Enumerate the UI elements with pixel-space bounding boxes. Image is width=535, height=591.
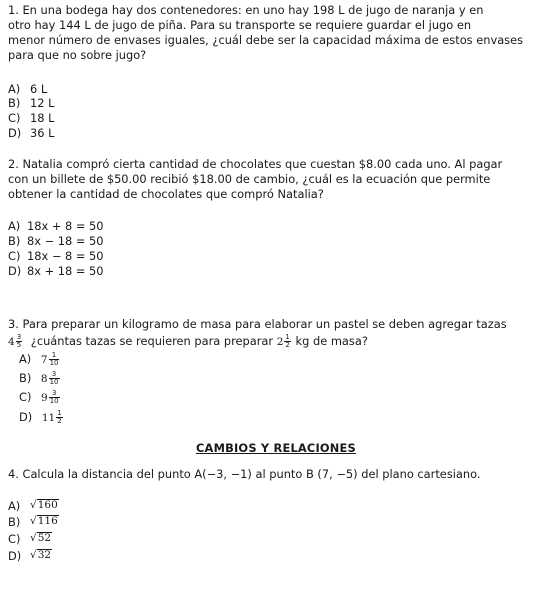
q3-text-line-1: 3. Para preparar un kilogramo de masa para elaborar un pastel se deben agregar tazas <box>8 317 507 331</box>
option-letter: D) <box>8 264 22 278</box>
option-letter: A) <box>8 499 21 513</box>
option-value: 8x − 18 = 50 <box>27 234 104 248</box>
option-letter: B) <box>8 96 21 110</box>
q2-option-c[interactable] <box>8 249 104 263</box>
q1-option-d[interactable] <box>8 126 55 140</box>
q2-text-line-2: con un billete de $50.00 recibió $18.00 de cambio, ¿cuál es la ecuación que permite <box>8 172 491 186</box>
section-heading: CAMBIOS Y RELACIONES <box>196 441 356 455</box>
mixed-number-whole: 8 <box>40 373 48 385</box>
option-letter: B) <box>8 515 21 529</box>
q1-option-a[interactable] <box>8 82 48 96</box>
square-root: √116 <box>30 515 58 527</box>
option-value: 18x + 8 = 50 <box>27 219 104 233</box>
mixed-number-whole: 9 <box>41 392 48 404</box>
fraction: $\frac{1}{10}$ <box>49 351 59 367</box>
q1-text-line-1: 1. En una bodega hay dos contenedores: en uno hay 198 L de jugo de naranja y en <box>8 3 484 17</box>
square-root: √52 <box>30 532 52 544</box>
mixed-number-whole: 2 <box>276 336 284 348</box>
q2-option-b[interactable] <box>8 234 104 248</box>
option-letter: A) <box>8 219 21 233</box>
option-letter: D) <box>19 410 33 424</box>
option-letter: B) <box>19 371 32 385</box>
mixed-number-whole: 11 <box>41 412 56 424</box>
fraction: $\frac{3}{5}$ <box>16 333 22 349</box>
square-root: √32 <box>30 549 52 561</box>
q2-text-line-1: 2. Natalia compró cierta cantidad de chocolates que cuestan $8.00 cada uno. Al pagar <box>8 157 503 171</box>
square-root: √160 <box>30 499 58 511</box>
option-letter: B) <box>8 234 21 248</box>
option-value: 36 L <box>30 126 55 140</box>
option-letter: C) <box>8 249 21 263</box>
option-value: 8x + 18 = 50 <box>27 264 104 278</box>
option-letter: D) <box>8 549 22 563</box>
q1-option-b[interactable] <box>8 96 55 110</box>
q3-option-c[interactable] <box>19 386 61 408</box>
q4-option-a[interactable] <box>8 499 58 513</box>
q2-text-line-3: obtener la cantidad de chocolates que compró Natalia? <box>8 187 324 201</box>
q1-option-c[interactable] <box>8 111 55 125</box>
fraction: $\frac{1}{2}$ <box>285 333 290 349</box>
option-letter: C) <box>8 532 21 546</box>
q4-option-c[interactable] <box>8 532 52 546</box>
q1-text-line-2: otro hay 144 L de jugo de piña. Para su transporte se requiere guardar el jugo en <box>8 18 472 32</box>
q3-text-line-2 <box>8 330 368 352</box>
option-letter: A) <box>8 82 21 96</box>
fraction: $\frac{3}{10}$ <box>49 370 59 386</box>
q3-option-d[interactable] <box>19 406 64 428</box>
option-value: 18x − 8 = 50 <box>27 249 104 263</box>
mixed-number-whole: 4 <box>8 336 15 348</box>
option-value: 12 L <box>30 96 55 110</box>
option-letter: C) <box>19 390 32 404</box>
option-letter: A) <box>19 352 32 366</box>
q4-text-line-1: 4. Calcula la distancia del punto A(−3, −1) al punto B (7, −5) del plano cartesiano. <box>8 467 481 481</box>
q1-text-line-4: para que no sobre jugo? <box>8 48 147 62</box>
option-value: 18 L <box>30 111 55 125</box>
q2-option-a[interactable] <box>8 219 104 233</box>
fraction: $\frac{1}{2}$ <box>57 409 62 425</box>
fraction: $\frac{3}{10}$ <box>49 389 59 405</box>
q4-option-d[interactable] <box>8 549 52 563</box>
option-letter: D) <box>8 126 22 140</box>
option-letter: C) <box>8 111 21 125</box>
q1-text-line-3: menor número de envases iguales, ¿cuál debe ser la capacidad máxima de estos envases <box>8 33 524 47</box>
mixed-number-whole: 7 <box>40 354 48 366</box>
option-value: 6 L <box>30 82 48 96</box>
q4-option-b[interactable] <box>8 515 58 529</box>
q3-question-text: ¿cuántas tazas se requieren para preparar <box>30 334 274 348</box>
q2-option-d[interactable] <box>8 264 104 278</box>
q3-question-text-end: kg de masa? <box>295 334 368 348</box>
